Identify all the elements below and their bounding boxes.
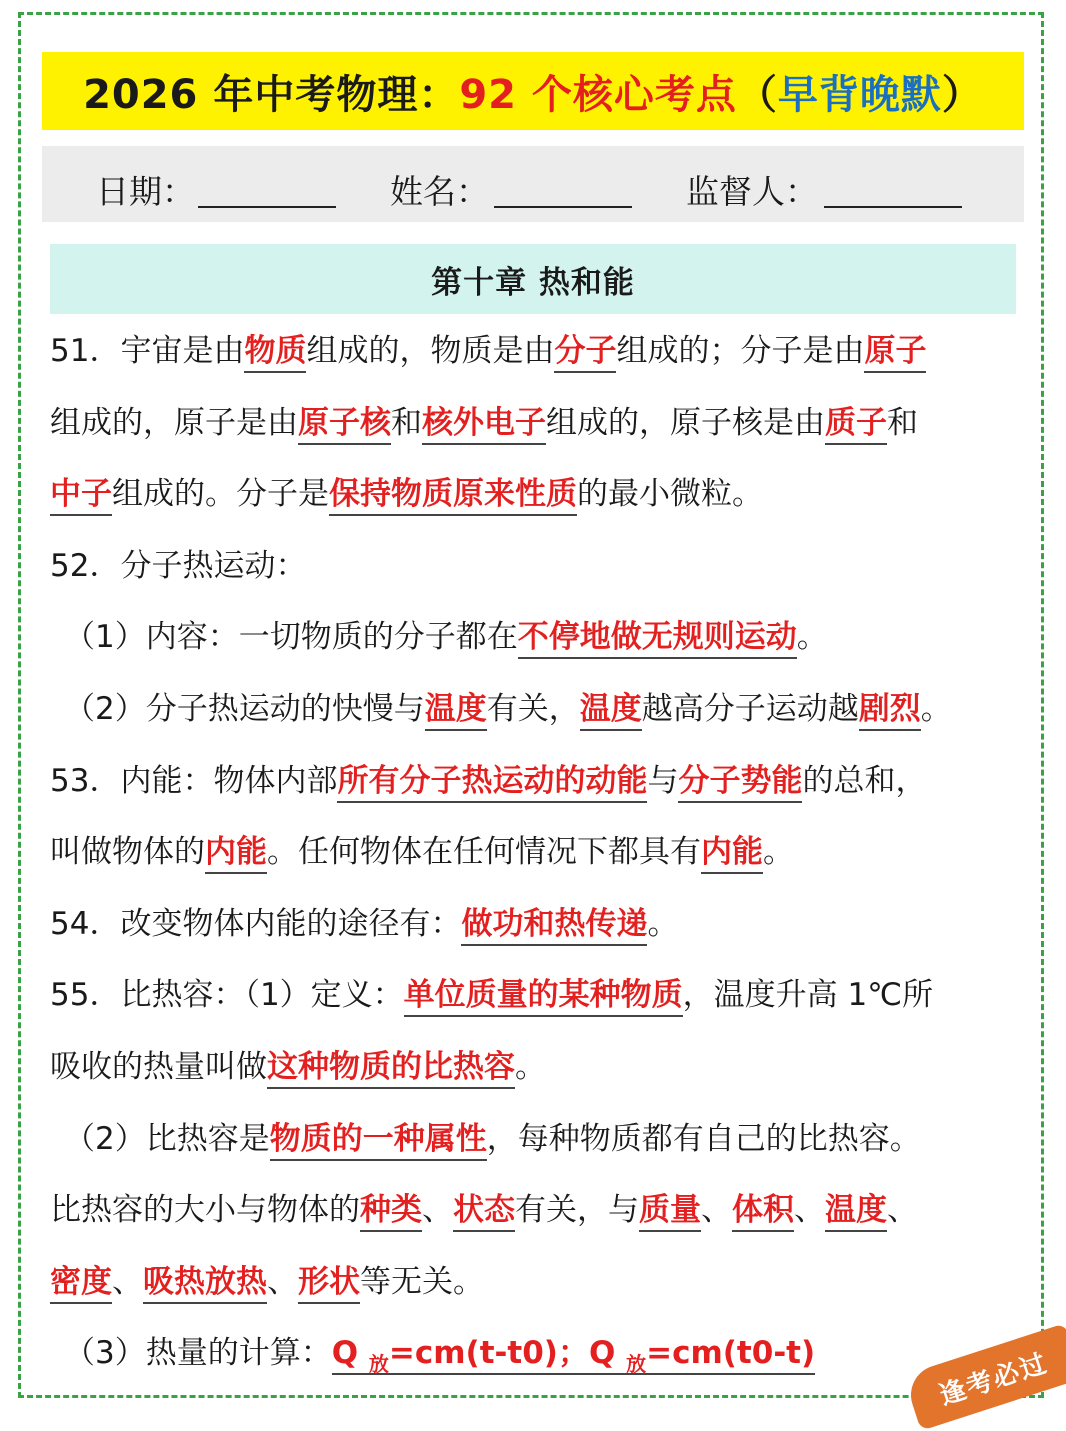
chapter-heading: 第十章 热和能 xyxy=(50,244,1016,314)
text-line xyxy=(50,1318,1020,1401)
plain-text: 、 xyxy=(267,1263,298,1300)
keyword: 内能 xyxy=(205,834,267,874)
plain-text: 51．宇宙是由 xyxy=(50,333,245,369)
text-line xyxy=(50,817,1020,889)
plain-text: 组成的；分子是由 xyxy=(616,333,865,369)
plain-text: （2）比热容是 xyxy=(64,1120,270,1157)
plain-text: 和 xyxy=(391,404,422,441)
supervisor-label: 监督人： xyxy=(686,172,818,211)
plain-text: 组成的，原子是由 xyxy=(50,404,298,441)
keyword: 中子 xyxy=(50,476,112,516)
plain-text: 等无关。 xyxy=(360,1263,484,1300)
keyword: 不停地做无规则运动 xyxy=(518,619,797,659)
plain-text: 53．内能：物体内部 xyxy=(50,762,338,799)
keyword: 质子 xyxy=(825,405,887,445)
keyword: 密度 xyxy=(50,1264,112,1304)
plain-text: 。任何物体在任何情况下都具有 xyxy=(267,834,701,871)
keyword: 所有分子热运动的动能 xyxy=(337,763,647,803)
keyword: 物质的一种属性 xyxy=(270,1121,487,1161)
text-line xyxy=(50,602,1020,674)
plain-text: （3）热量的计算： xyxy=(64,1335,332,1372)
plain-text: 比热容的大小与物体的 xyxy=(50,1192,360,1229)
text-line xyxy=(50,531,1020,603)
subscript: 放 xyxy=(626,1352,647,1377)
title-subtitle: 早背晚默 xyxy=(777,71,942,118)
plain-text: 、 xyxy=(112,1263,143,1300)
text-line xyxy=(50,388,1020,460)
text-line xyxy=(50,1175,1020,1247)
plain-text: 组成的。分子是 xyxy=(112,476,329,513)
plain-text: 、 xyxy=(422,1192,453,1229)
text-line xyxy=(50,960,1020,1032)
date-blank[interactable] xyxy=(198,206,336,208)
plain-text: 、 xyxy=(701,1192,732,1229)
plain-text: 有关，与 xyxy=(515,1192,639,1229)
keyword: 吸热放热 xyxy=(143,1264,267,1304)
supervisor-blank[interactable] xyxy=(824,206,962,208)
plain-text: 的总和， xyxy=(802,762,927,799)
keyword: 种类 xyxy=(360,1192,422,1232)
text-line xyxy=(50,316,1020,388)
plain-text: 有关， xyxy=(486,690,580,727)
plain-text: 。 xyxy=(920,690,952,727)
plain-text: ，温度升高 1℃所 xyxy=(682,977,934,1014)
keyword: 剧烈 xyxy=(859,691,921,731)
text-line xyxy=(50,459,1020,531)
text-line xyxy=(50,1247,1020,1319)
text-line xyxy=(50,674,1020,746)
keyword: Q $_放$=cm(t-t0)；Q $_放$=cm(t0-t) xyxy=(331,1335,816,1377)
plain-text: （2）分子热运动的快慢与 xyxy=(64,690,425,727)
keyword: 核外电子 xyxy=(422,405,546,445)
plain-text: 与 xyxy=(647,762,679,799)
keyword: 内能 xyxy=(701,834,763,874)
keyword: 原子核 xyxy=(298,405,391,445)
keyword: 做功和热传递 xyxy=(461,906,647,946)
keyword: 物质 xyxy=(244,333,306,373)
plain-text: 。 xyxy=(763,834,794,871)
plain-text: 、 xyxy=(887,1192,918,1229)
keyword: 质量 xyxy=(639,1192,701,1232)
keyword: 单位质量的某种物质 xyxy=(404,977,683,1017)
plain-text: 54．改变物体内能的途径有： xyxy=(50,905,462,942)
date-label: 日期： xyxy=(96,172,195,211)
plain-text: 叫做物体的 xyxy=(50,834,205,871)
plain-text: ，每种物质都有自己的比热容。 xyxy=(486,1120,921,1157)
stamp-badge: 逢考必过 xyxy=(903,1323,1066,1431)
text-line xyxy=(50,1032,1020,1104)
plain-text: 。 xyxy=(647,905,679,942)
keyword: 保持物质原来性质 xyxy=(329,476,577,516)
info-bar xyxy=(42,146,1024,222)
keyword: 这种物质的比热容 xyxy=(267,1049,515,1089)
plain-text: （1）内容：一切物质的分子都在 xyxy=(64,619,518,656)
title-paren-close: ） xyxy=(941,71,983,118)
keyword: 分子势能 xyxy=(678,763,802,803)
keyword: 体积 xyxy=(732,1192,794,1232)
keyword: 状态 xyxy=(453,1192,515,1232)
title-paren-open: （ xyxy=(736,71,778,118)
name-label: 姓名： xyxy=(390,172,489,211)
text-line xyxy=(50,746,1020,818)
plain-text: 52．分子热运动： xyxy=(50,547,307,584)
plain-text: 越高分子运动越 xyxy=(641,690,859,727)
keyword: 温度 xyxy=(580,691,642,731)
text-line xyxy=(50,1104,1020,1176)
title-highlight: 92 个核心考点 xyxy=(459,71,737,118)
plain-text: 。 xyxy=(515,1048,546,1085)
plain-text: 55．比热容：（1）定义： xyxy=(50,977,404,1014)
keyword: 原子 xyxy=(864,333,926,373)
plain-text: 吸收的热量叫做 xyxy=(50,1048,267,1085)
keyword: 温度 xyxy=(825,1192,887,1232)
content-body xyxy=(50,316,1020,1401)
title-banner xyxy=(42,52,1024,130)
plain-text: 的最小微粒。 xyxy=(577,476,763,513)
text-line xyxy=(50,889,1020,961)
plain-text: 和 xyxy=(887,404,918,441)
keyword: 形状 xyxy=(298,1264,360,1304)
keyword: 分子 xyxy=(554,333,616,373)
name-blank[interactable] xyxy=(494,206,632,208)
plain-text: 。 xyxy=(796,619,828,656)
plain-text: 、 xyxy=(794,1192,825,1229)
keyword: 温度 xyxy=(425,691,487,731)
subscript: 放 xyxy=(368,1352,389,1377)
plain-text: 组成的，物质是由 xyxy=(306,333,555,369)
title-prefix: 2026 年中考物理： xyxy=(83,71,460,118)
plain-text: 组成的，原子核是由 xyxy=(546,404,825,441)
